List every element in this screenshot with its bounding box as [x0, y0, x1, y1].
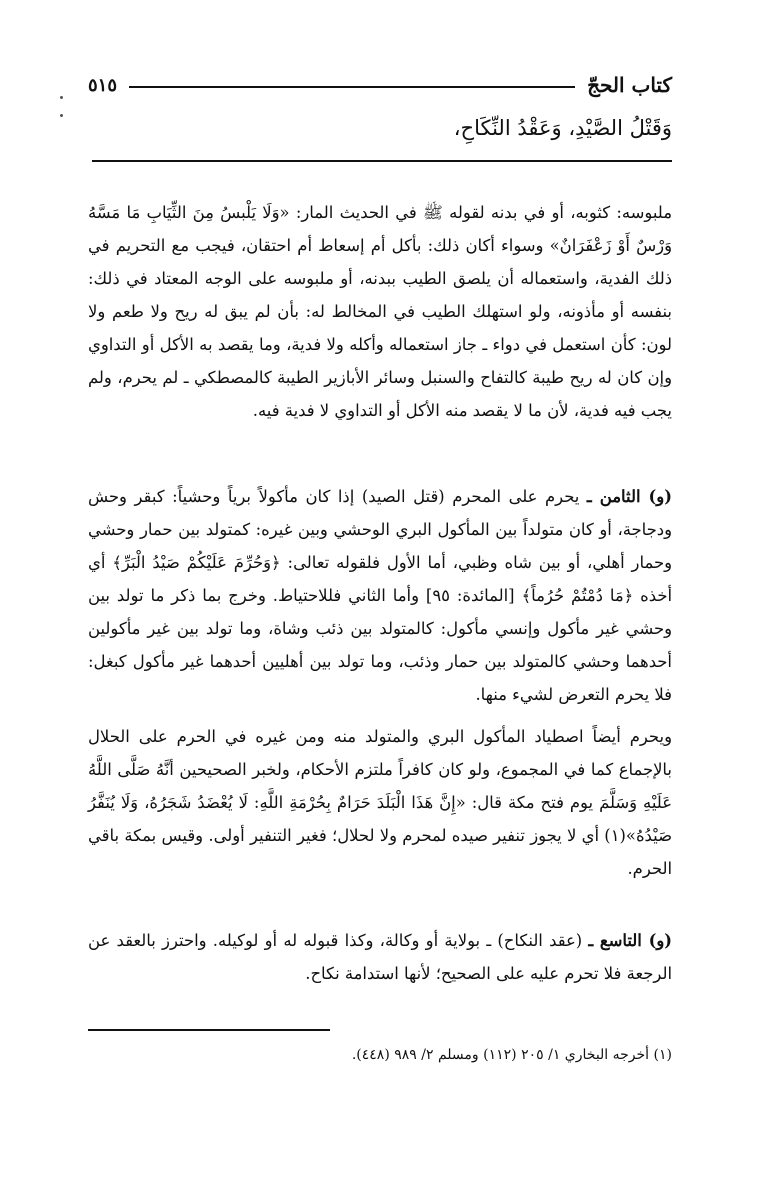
paragraph-text: (عقد النكاح) ـ بولاية أو وكالة، وكذا قبوله له أو لوكيله. واحترز بالعقد عن الرجعة فلا تحرم عليه على الصحيح؛ لأنها استدامة نكاح. [88, 931, 672, 983]
footnote-divider [88, 1029, 330, 1031]
paragraph [88, 924, 672, 990]
paragraph [88, 720, 672, 916]
paragraph-text: ملبوسه: كثوبه، أو في بدنه لقوله ﷺ في الحديث المار: «وَلَا يَلْبسُ مِنَ الثِّيَابِ مَا مَسَّهُ وَرْسٌ أَوْ زَعْفَرَانٌ» وسواء أكان ذلك: بأكل أم إسعاط أم احتقان، فيجب مع التحريم في ذلك الفدية، واستعماله أن يلصق الطيب ببدنه، أو ملبوسه على الوجه المعتاد في ذلك: بنفسه أو مأذونه، ولو استهلك الطيب في المخالط له: بأن لم يبق له ريح ولا طعم ولا لون: كأن استعمل في دواء ـ جاز استعماله وأكله ولا فدية، وما يقصد به الأكل أو التداوي وإن كان له ريح طيبة كالتفاح والسنبل وسائر الأبازير الطيبة كالمصطكي ـ لم يحرم، ولم يجب فيه فدية، لأن ما لا يقصد منه الأكل أو التداوي لا فدية فيه. [88, 203, 672, 420]
gutter-mark [60, 114, 63, 117]
commentary-body [88, 196, 672, 990]
paragraph-lead: (و) الثامن ـ [586, 487, 672, 506]
paragraph-text: يحرم على المحرم (قتل الصيد) إذا كان مأكولاً برياً وحشياً: كبقر وحش ودجاجة، أو كان متولداً بين المأكول البري الوحشي وبين غيره: كمتولد بين حمار وحشي وحمار أهلي، أو بين شاه وظبي، أما الأول فلقوله تعالى: ﴿وَحُرِّمَ عَلَيْكُمْ صَيْدُ الْبَرِّ﴾ أي أخذه ﴿مَا دُمْتُمْ حُرُماً﴾ [المائدة: ٩٥] وأما الثاني فللاحتياط. وخرج بما ذكر ما تولد بين وحشي غير مأكول وإنسي مأكول: كالمتولد بين ذئب وشاة، وما تولد بين غير مأكولين أحدهما وحشي كالمتولد بين حمار وذئب، وما تولد بين أهليين أحدهما غير مأكول كبغل: فلا يحرم التعرض لشيء منها. [88, 487, 673, 704]
matn-text: وَقَتْلُ الصَّيْدِ، وَعَقْدُ النِّكَاحِ، [453, 116, 672, 140]
paragraph-text: ويحرم أيضاً اصطياد المأكول البري والمتولد منه ومن غيره في الحرم على الحلال بالإجماع كما في المجموع، ولو كان كافراً ملتزم الأحكام، ولخبر الصحيحين أنَّهُ صَلَّى اللَّهُ عَلَيْهِ وَسَلَّمَ يوم فتح مكة قال: «إِنَّ هَذَا الْبَلَدَ حَرَامٌ بِحُرْمَةِ اللَّهِ: لَا يُعْضَدُ شَجَرُهُ، وَلَا يُنَفَّرُ صَيْدُهُ»(١) أي لا يجوز تنفير صيده لمحرم ولا لحلال؛ فغير التنفير أولى. وقيس بمكة باقي الحرم. [88, 727, 672, 878]
paragraph [88, 196, 672, 460]
paragraph [88, 480, 672, 714]
running-head [88, 68, 672, 102]
matn-divider [92, 160, 672, 162]
running-head-title: كتاب الحجّ [587, 73, 672, 97]
paragraph-lead: (و) التاسع ـ [588, 931, 672, 950]
gutter-mark [60, 96, 63, 99]
footnote: (١) أخرجه البخاري ١/ ٢٠٥ (١١٢) ومسلم ٢/ ٩٨٩ (٤٤٨). [351, 1047, 672, 1063]
running-head-rule [129, 86, 575, 88]
page-number: ٥١٥ [88, 74, 118, 96]
